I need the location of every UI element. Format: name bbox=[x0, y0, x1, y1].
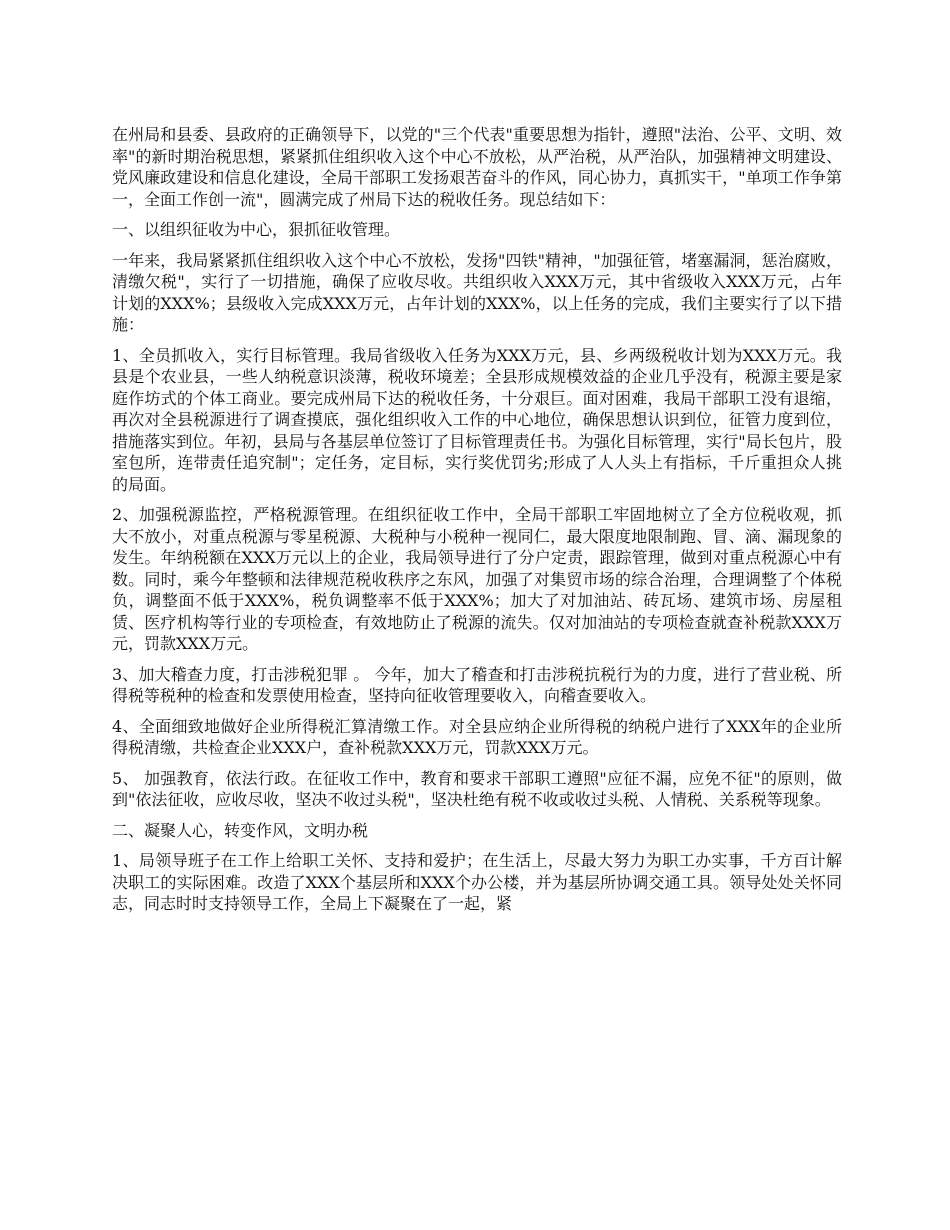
section-1-summary-paragraph: 一年来，我局紧紧抓住组织收入这个中心不放松，发扬"四铁"精神，"加强征管，堵塞漏洞，惩治腐败，清缴欠税"，实行了一切措施，确保了应收尽收。共组织收入XXX万元，其中省级收入XXX万元，占年计划的XXX%；县级收入完成XXX万元，占年计划的XXX%，以上任务的完成，我们主要实行了以下措施： bbox=[112, 250, 842, 334]
intro-paragraph: 在州局和县委、县政府的正确领导下，以党的"三个代表"重要思想为指针，遵照"法治、公平、文明、效率"的新时期治税思想，紧紧抓住组织收入这个中心不放松，从严治税，从严治队，加强精神文明建设、党风廉政建设和信息化建设，全局干部职工发扬艰苦奋斗的作风，同心协力，真抓实干，"单项工作争第一，全面工作创一流"，圆满完成了州局下达的税收任务。现总结如下： bbox=[112, 125, 842, 209]
measure-1-paragraph: 1、全员抓收入，实行目标管理。我局省级收入任务为XXX万元，县、乡两级税收计划为XXX万元。我县是个农业县，一些人纳税意识淡薄，税收环境差；全县形成规模效益的企业几乎没有，税源主要是家庭作坊式的个体工商业。要完成州局下达的税收任务，十分艰巨。面对困难，我局干部职工没有退缩，再次对全县税源进行了调查摸底，强化组织收入工作的中心地位，确保思想认识到位，征管力度到位，措施落实到位。年初，县局与各基层单位签订了目标管理责任书。为强化目标管理，实行"局长包片，股室包所，连带责任追究制"；定任务，定目标，实行奖优罚劣;形成了人人头上有指标，千斤重担众人挑的局面。 bbox=[112, 345, 842, 494]
measure-5-paragraph: 5、 加强教育，依法行政。在征收工作中，教育和要求干部职工遵照"应征不漏，应免不征"的原则，做到"依法征收，应收尽收，坚决不收过头税"，坚决杜绝有税不收或收过头税、人情税、关系税等现象。 bbox=[112, 768, 842, 809]
measure-2-paragraph: 2、加强税源监控，严格税源管理。在组织征收工作中，全局干部职工牢固地树立了全方位税收观，抓大不放小，对重点税源与零星税源、大税种与小税种一视同仁，最大限度地限制跑、冒、滴、漏现象的发生。年纳税额在XXX万元以上的企业，我局领导进行了分户定责，跟踪管理，做到对重点税源心中有数。同时，乘今年整顿和法律规范税收秩序之东风，加强了对集贸市场的综合治理，合理调整了个体税负，调整面不低于XXX%，税负调整率不低于XXX%；加大了对加油站、砖瓦场、建筑市场、房屋租赁、医疗机构等行业的专项检查，有效地防止了税源的流失。仅对加油站的专项检查就查补税款XXX万元，罚款XXX万元。 bbox=[112, 505, 842, 653]
measure-4-paragraph: 4、全面细致地做好企业所得税汇算清缴工作。对全县应纳企业所得税的纳税户进行了XXX年的企业所得税清缴，共检查企业XXX户，查补税款XXX万元，罚款XXX万元。 bbox=[112, 716, 842, 757]
section-heading-1: 一、以组织征收为中心，狠抓征收管理。 bbox=[112, 220, 401, 239]
measure-3-paragraph: 3、加大稽查力度，打击涉税犯罪 。 今年，加大了稽查和打击涉税抗税行为的力度，进行了营业税、所得税等税种的检查和发票使用检查，坚持向征收管理要收入，向稽查要收入。 bbox=[112, 664, 842, 705]
section-2-item-1-paragraph: 1、局领导班子在工作上给职工关怀、支持和爱护；在生活上，尽最大努力为职工办实事，千方百计解决职工的实际困难。改造了XXX个基层所和XXX个办公楼，并为基层所协调交通工具。领导处处关怀同志，同志时时支持领导工作，全局上下凝聚在了一起，紧 bbox=[112, 851, 842, 913]
document-body bbox=[112, 124, 842, 924]
section-heading-2: 二、凝聚人心，转变作风，文明办税 bbox=[112, 820, 369, 840]
